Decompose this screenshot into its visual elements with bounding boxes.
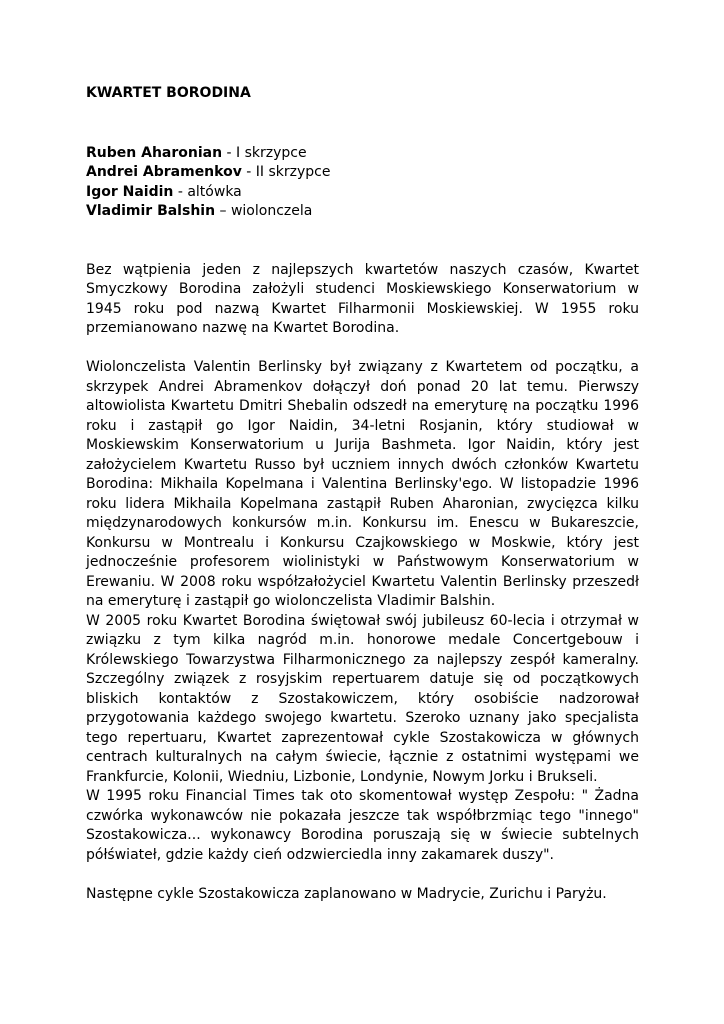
paragraph-members: Wiolonczelista Valentin Berlinsky był związany z Kwartetem od początku, a skrzypek Andrei Abramenkov dołączył doń ponad 20 lat temu. Pierwszy altowiolista Kwartetu Dmitri Shebalin odszedł na emeryturę na początku 1996 roku i zastąpił go Igor Naidin, 34-letni Rosjanin, który studiował w Moskiewskim Konserwatorium u Jurija Bashmeta. Igor Naidin, który jest założycielem Kwartetu Russo był uczniem innych dwóch członków Kwartetu Borodina: Mikhaila Kopelmana i Valentina Berlinsky'ego. W listopadzie 1996 roku lidera Mikhaila Kopelmana zastąpił Ruben Aharonian, zwycięzca kilku międzynarodowych konkursów m.in. Konkursu im. Enescu w Bukareszcie, Konkursu w Montrealu i Konkursu Czajkowskiego w Moskwie, który jest jednocześnie profesorem wiolinistyki w Państwowym Konserwatorium w Erewaniu. W 2008 roku współzałożyciel Kwartetu Valentin Berlinsky przeszedł na emeryturę i zastąpił go wiolonczelista Vladimir Balshin. — [86, 359, 639, 609]
member-name: Vladimir Balshin — [86, 203, 216, 219]
paragraph-next-cycles: Następne cykle Szostakowicza zaplanowano w Madrycie, Zurichu i Paryżu. — [86, 885, 607, 902]
member-line — [86, 183, 639, 203]
paragraph-jubilee: W 2005 roku Kwartet Borodina świętował swój jubileusz 60-lecia i otrzymał w związku z tym kilka nagród m.in. honorowe medale Concertgebouw i Królewskiego Towarzystwa Filharmonicznego za najlepszy zespół kameralny. Szczególny związek z rosyjskim repertuarem datuje się od początkowych bliskich kontaktów z Szostakowiczem, który osobiście nadzorował przygotowania każdego swojego kwartetu. Szeroko uznany jako specjalista tego repertuaru, Kwartet zaprezentował cykle Szostakowicza w głównych centrach kulturalnych na całym świecie, łącznie z ostatnimi występami we Frankfurcie, Kolonii, Wiedniu, Lizbonie, Londynie, Nowym Jorku i Brukseli. — [86, 612, 639, 785]
member-line — [86, 144, 639, 164]
members-list — [86, 144, 639, 222]
member-role: - II skrzypce — [241, 164, 331, 180]
member-line — [86, 163, 639, 183]
paragraph-review: W 1995 roku Financial Times tak oto skomentował występ Zespołu: " Żadna czwórka wykonawców nie pokazała jeszcze tak współbrzmiąc tego "innego" Szostakowicza... wykonawcy Borodina poruszają się w świecie subtelnych półświateł, gdzie każdy cień odzwierciedla inny zakamarek duszy". — [86, 788, 639, 863]
member-role: – wiolonczela — [215, 203, 313, 219]
paragraph-history: Bez wątpienia jeden z najlepszych kwartetów naszych czasów, Kwartet Smyczkowy Borodina założyli studenci Moskiewskiego Konserwatorium w 1945 roku pod nazwą Kwartet Filharmonii Moskiewskiej. W 1955 roku przemianowano nazwę na Kwartet Borodina. — [86, 261, 639, 336]
member-name: Ruben Aharonian — [86, 144, 223, 161]
body-text — [86, 261, 639, 905]
member-name: Igor Naidin — [86, 183, 174, 200]
member-role: - altówka — [173, 183, 242, 200]
member-line — [86, 202, 639, 222]
member-name: Andrei Abramenkov — [86, 164, 242, 180]
member-role: - I skrzypce — [222, 144, 307, 161]
document-title: KWARTET BORODINA — [86, 85, 251, 101]
